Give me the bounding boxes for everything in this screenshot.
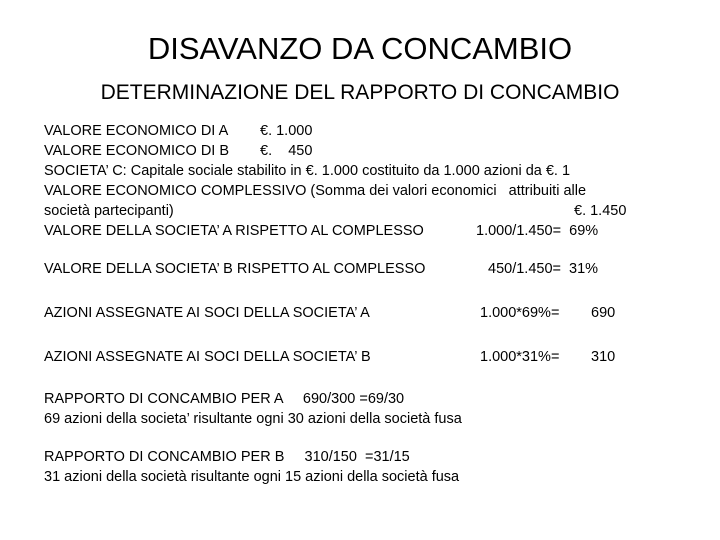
slide-subtitle: DETERMINAZIONE DEL RAPPORTO DI CONCAMBIO — [100, 81, 620, 104]
societa-partecipanti-text: società partecipanti) — [44, 203, 174, 219]
azioni-a-calc: 1.000*69%= — [480, 305, 560, 321]
slide-body — [44, 121, 644, 487]
valore-b-label: VALORE ECONOMICO DI B — [44, 143, 230, 159]
rispetto-a-label: VALORE DELLA SOCIETA’ A RISPETTO AL COMPLESSO — [44, 223, 424, 239]
rispetto-b-calc: 450/1.450= 31% — [488, 261, 599, 277]
row-valore-b — [44, 141, 644, 161]
row-rispetto-b — [44, 259, 644, 279]
azioni-a-value: 690 — [591, 305, 616, 321]
row-rapporto-b — [44, 447, 644, 467]
row-valore-a — [44, 121, 644, 141]
azioni-b-calc: 1.000*31%= — [480, 349, 560, 365]
row-rapporto-b-note — [44, 467, 644, 487]
row-azioni-a — [44, 303, 644, 323]
societa-c-text: SOCIETA’ C: Capitale sociale stabilito in €. 1.000 costituito da 1.000 azioni da €. 1 — [44, 163, 571, 179]
slide-title: DISAVANZO DA CONCAMBIO — [147, 31, 573, 66]
rapporto-a-note: 69 azioni della societa’ risultante ogni 30 azioni della società fusa — [44, 411, 462, 427]
azioni-b-label: AZIONI ASSEGNATE AI SOCI DELLA SOCIETA’ B — [44, 349, 371, 365]
valore-a-value: €. 1.000 — [260, 123, 313, 139]
row-rapporto-a-note — [44, 409, 644, 429]
rapporto-b-text: RAPPORTO DI CONCAMBIO PER B 310/150 =31/15 — [44, 449, 410, 465]
valore-a-label: VALORE ECONOMICO DI A — [44, 123, 229, 139]
row-valore-complessivo — [44, 181, 644, 201]
row-rispetto-a — [44, 221, 644, 241]
rapporto-b-note: 31 azioni della società risultante ogni 15 azioni della società fusa — [44, 469, 460, 485]
row-societa-c — [44, 161, 644, 181]
rispetto-b-label: VALORE DELLA SOCIETA’ B RISPETTO AL COMPLESSO — [44, 261, 426, 277]
rispetto-a-calc: 1.000/1.450= 69% — [476, 223, 599, 239]
azioni-a-label: AZIONI ASSEGNATE AI SOCI DELLA SOCIETA’ A — [44, 305, 370, 321]
row-azioni-b — [44, 347, 644, 367]
rapporto-a-text: RAPPORTO DI CONCAMBIO PER A 690/300 =69/30 — [44, 391, 405, 407]
row-rapporto-a — [44, 389, 644, 409]
row-societa-partecipanti — [44, 201, 644, 221]
valore-complessivo-text: VALORE ECONOMICO COMPLESSIVO (Somma dei valori economici attribuiti alle — [44, 183, 587, 199]
valore-complessivo-value: €. 1.450 — [574, 203, 627, 219]
azioni-b-value: 310 — [591, 349, 616, 365]
valore-b-value: €. 450 — [260, 143, 313, 159]
